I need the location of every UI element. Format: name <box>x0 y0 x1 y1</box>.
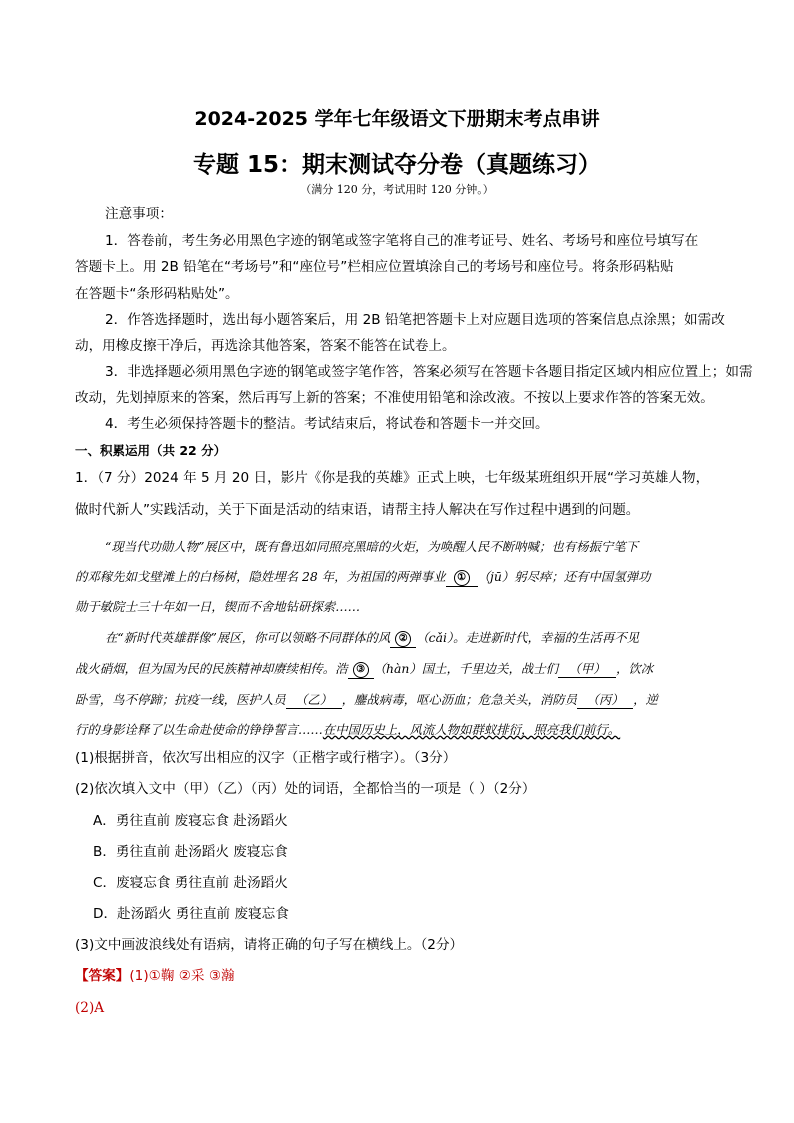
answer-line-1 <box>75 970 235 984</box>
passage-p2-line-1 <box>105 628 639 648</box>
blank-bing: （丙） <box>577 690 633 709</box>
blank-3 <box>348 661 374 679</box>
passage-p1-line-2 <box>75 567 651 587</box>
blank-yi: （乙） <box>286 690 342 709</box>
question-1-stem-line-1: 1．（7 分）2024 年 5 月 20 日，影片《你是我的英雄》正式上映，七年级某班组织开展“学习英雄人物， <box>75 470 710 486</box>
notice-title: 注意事项： <box>105 206 173 222</box>
sub-question-2: (2)依次填入文中（甲）（乙）（丙）处的词语，全都恰当的一项是（ ）（2分） <box>75 781 536 797</box>
notice-item-1-line-1: 1．答卷前，考生务必用黑色字迹的钢笔或签字笔将自己的准考证号、姓名、考场号和座位号填写在 <box>105 233 699 249</box>
passage-text: （hàn）国土，千里边关，战士们 <box>373 661 559 676</box>
blank-2 <box>390 630 416 648</box>
passage-text: ，饮冰 <box>616 661 654 676</box>
passage-text: ，鏖战病毒，呕心沥血；危急关头，消防员 <box>341 692 578 707</box>
blank-1-number: ① <box>454 570 470 586</box>
passage-text: （jū）躬尽瘁；还有中国氢弹功 <box>477 569 651 584</box>
notice-item-1-line-3: 在答题卡“条形码粘贴处”。 <box>75 286 239 302</box>
header-title: 2024-2025 学年七年级语文下册期末考点串讲 <box>194 108 600 130</box>
passage-p2-line-2 <box>75 659 653 679</box>
passage-text: 行的身影诠释了以生命赴使命的铮铮誓言…… <box>75 722 323 737</box>
question-1-stem-line-2: 做时代新人”实践活动，关于下面是活动的结束语，请帮主持人解决在写作过程中遇到的问题。 <box>75 502 640 518</box>
wavy-underlined-sentence: 在中国历史上，风流人物如群蚁排衍，照亮我们前行。 <box>322 722 621 737</box>
passage-p1-line-1: “现当代功勋人物”展区中，既有鲁迅如同照亮黑暗的火炬，为唤醒人民不断呐喊；也有杨振宁笔下 <box>105 539 639 554</box>
passage-text: ，逆 <box>633 692 658 707</box>
notice-item-4-line-1: 4．考生必须保持答题卡的整洁。考试结束后，将试卷和答题卡一并交回。 <box>105 416 549 432</box>
notice-item-3-line-2: 改动，先划掉原来的答案，然后再写上新的答案；不准使用铅笔和涂改液。不按以上要求作答的答案无效。 <box>75 390 714 406</box>
passage-text: 在“新时代英雄群像”展区，你可以领略不同群体的风 <box>105 630 391 645</box>
option-d: D．赴汤蹈火 勇往直前 废寝忘食 <box>93 906 289 922</box>
passage-p2-line-4 <box>75 720 620 738</box>
notice-item-3-line-1: 3．非选择题必须用黑色字迹的钢笔或签字笔作答，答案必须写在答题卡各题目指定区域内相应位置上；如需 <box>105 364 753 380</box>
blank-3-number: ③ <box>353 662 369 678</box>
blank-jia: （甲） <box>558 659 616 678</box>
passage-text: （cǎi）。走进新时代，幸福的生活再不见 <box>416 630 639 645</box>
notice-item-1-line-2: 答题卡上。用 2B 铅笔在“考场号”和“座位号”栏相应位置填涂自己的考场号和座位号。将条形码粘贴 <box>75 259 674 275</box>
option-b: B．勇往直前 赴汤蹈火 废寝忘食 <box>93 844 288 860</box>
header-note: （满分 120 分，考试用时 120 分钟。） <box>300 183 494 196</box>
sub-question-1: (1)根据拼音，依次写出相应的汉字（正楷字或行楷字）。（3分） <box>75 750 457 766</box>
passage-text: 战火硝烟，但为国为民的民族精神却赓续相传。浩 <box>75 661 348 676</box>
header-subtitle: 专题 15：期末测试夺分卷（真题练习） <box>192 152 601 178</box>
blank-2-number: ② <box>395 631 411 647</box>
notice-item-2-line-2: 动，用橡皮擦干净后，再选涂其他答案，答案不能答在试卷上。 <box>75 338 456 354</box>
section-heading: 一、积累运用（共 22 分） <box>75 443 227 458</box>
passage-p1-line-3: 勋于敏院士三十年如一日，锲而不舍地钻研探索…… <box>75 599 360 614</box>
option-a: A．勇往直前 废寝忘食 赴汤蹈火 <box>93 813 288 829</box>
passage-text: 的邓稼先如戈壁滩上的白杨树，隐姓埋名 28 年，为祖国的两弹事业 <box>75 569 446 584</box>
answer-label: 【答案】 <box>75 968 130 984</box>
answer-text: (1)①鞠 ②采 ③瀚 <box>129 968 235 984</box>
passage-p2-line-3 <box>75 690 658 709</box>
passage-text: 卧雪，鸟不停蹄；抗疫一线，医护人员 <box>75 692 286 707</box>
notice-item-2-line-1: 2．作答选择题时，选出每小题答案后，用 2B 铅笔把答题卡上对应题目选项的答案信息点涂黑；如需改 <box>105 312 725 328</box>
blank-1 <box>446 569 478 587</box>
option-c: C．废寝忘食 勇往直前 赴汤蹈火 <box>93 875 288 891</box>
sub-question-3: (3)文中画波浪线处有语病，请将正确的句子写在横线上。（2分） <box>75 937 464 953</box>
answer-line-2: (2)A <box>75 1000 105 1016</box>
